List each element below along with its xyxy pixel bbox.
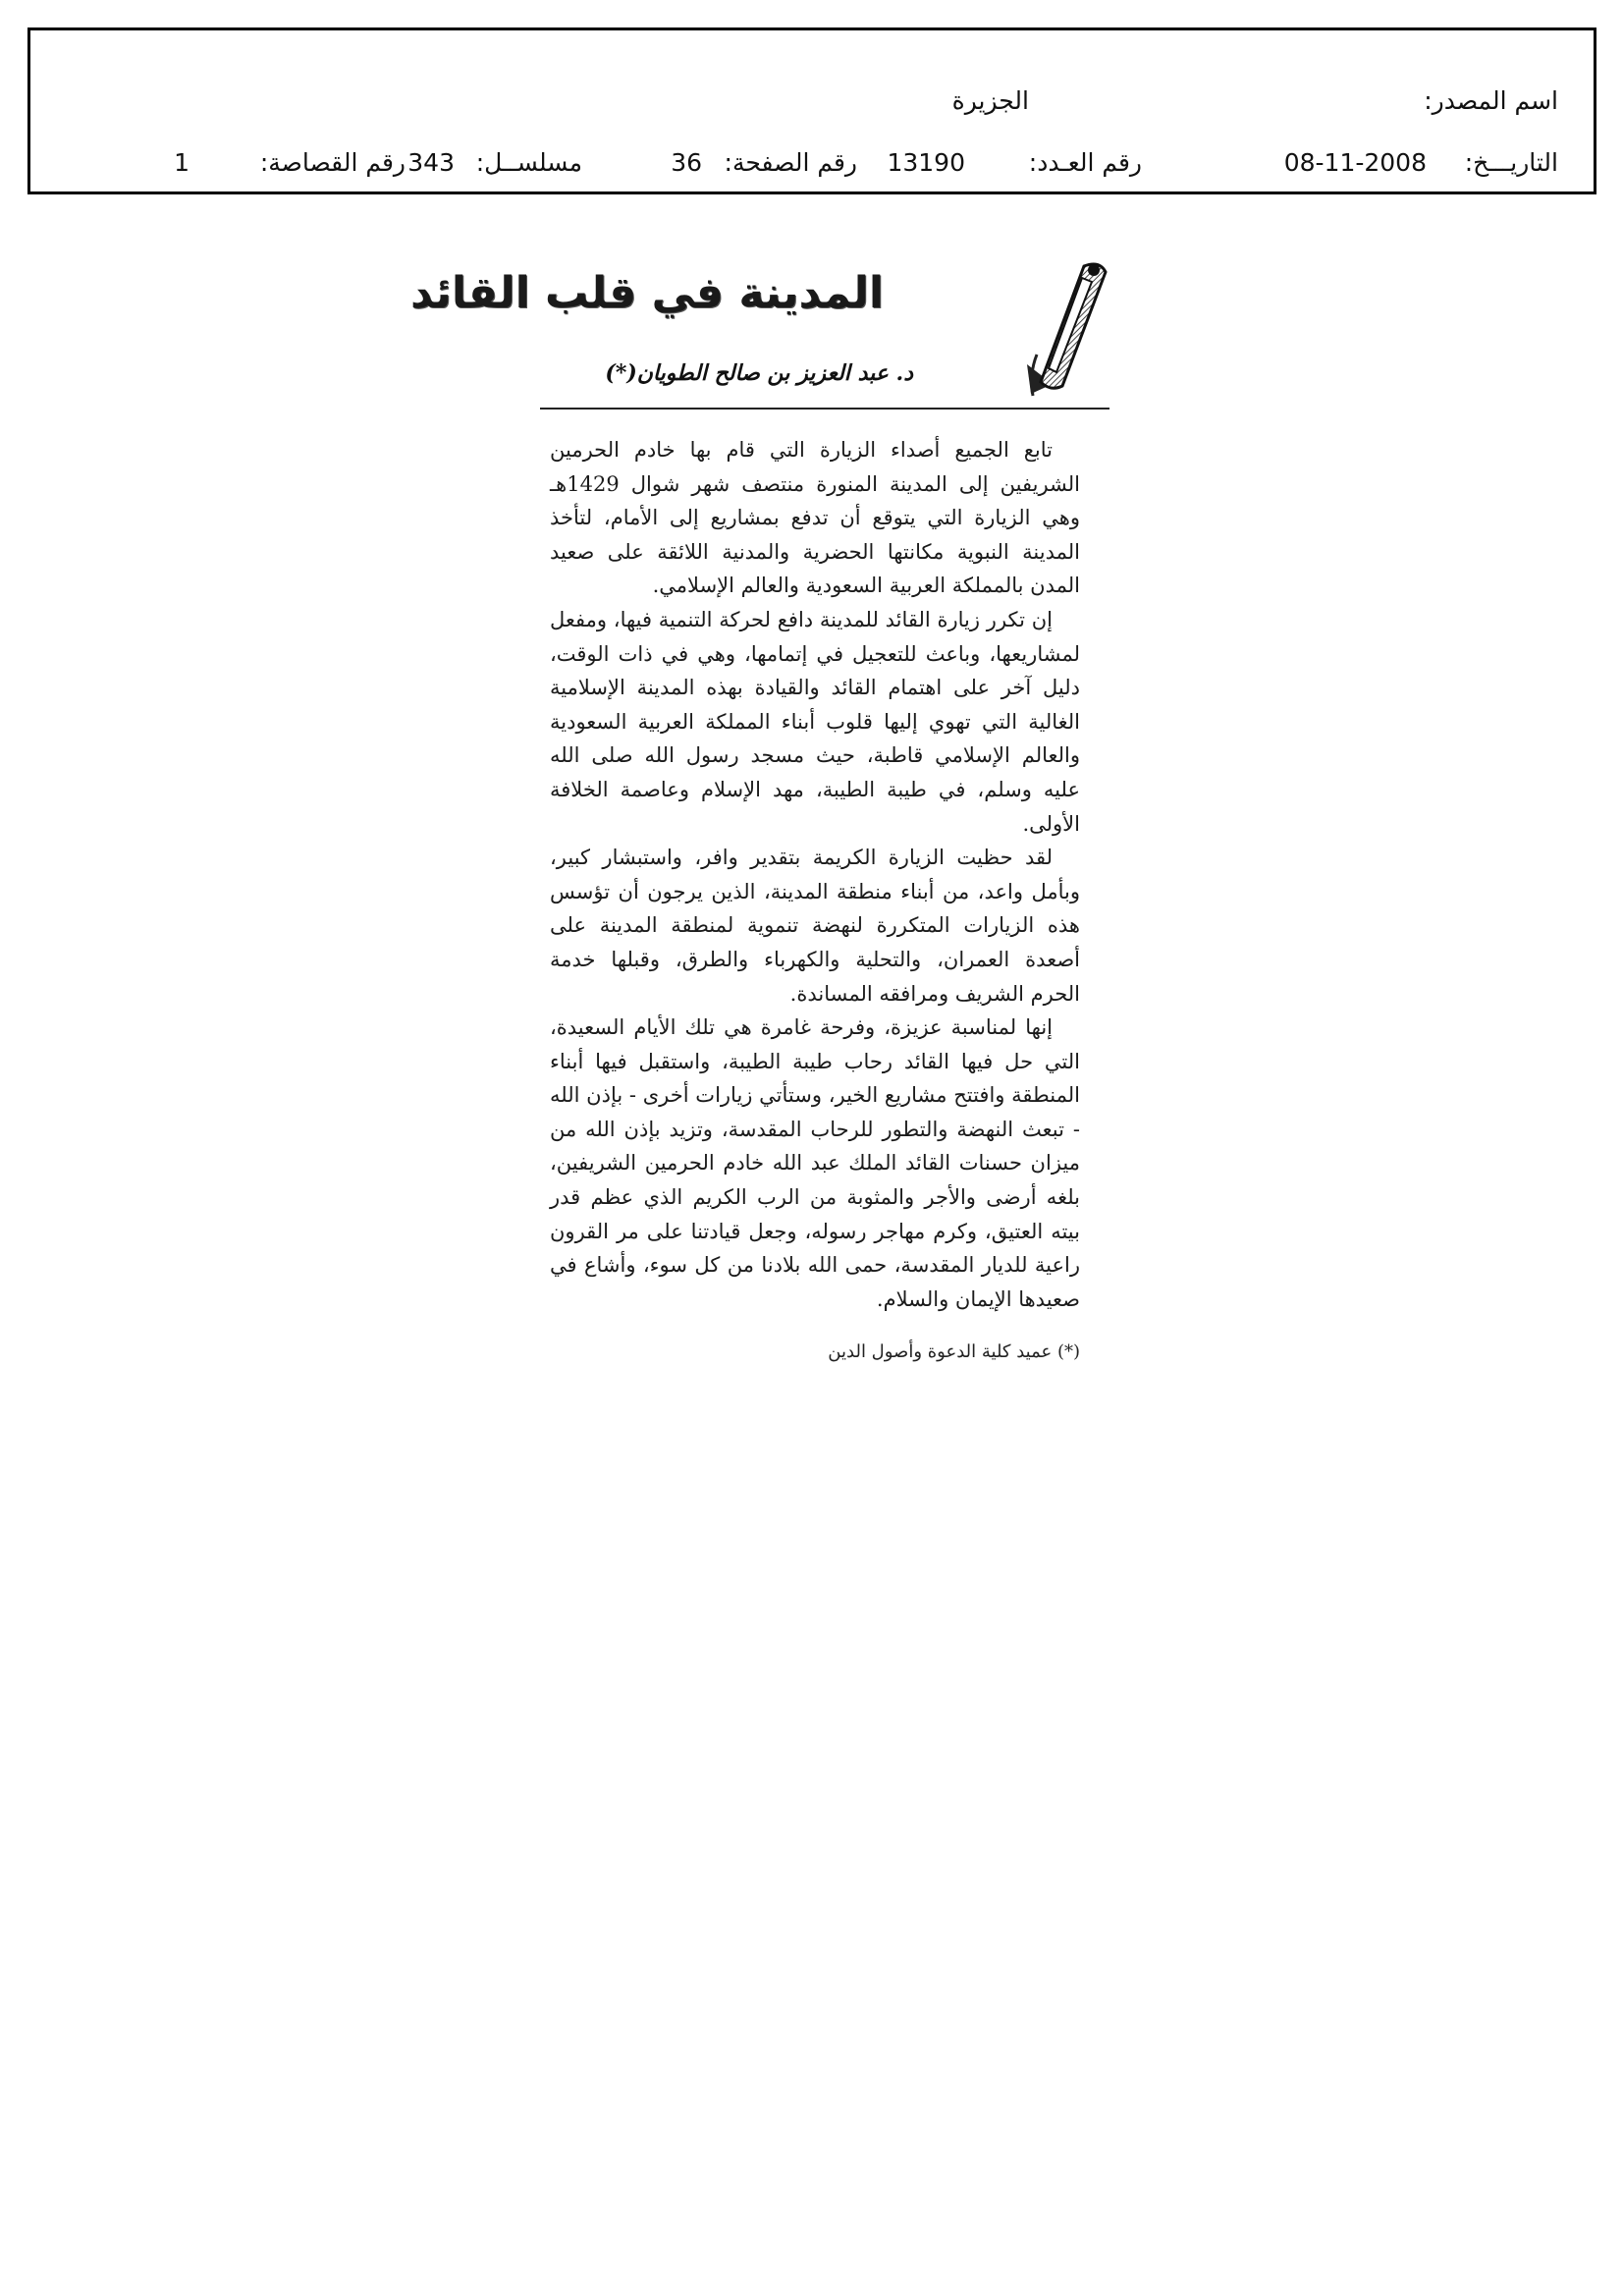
article-paragraph: إن تكرر زيارة القائد للمدينة دافع لحركة التنمية فيها، ومفعل لمشاريعها، وباعث للتعجيل في إتمامها، وهي في ذات الوقت، دليل آخر على اهتمام القائد والقيادة بهذه المدينة الإسلامية الغالية التي تهوي إليها قلوب أبناء المملكة العربية السعودية والعالم الإسلامي قاطبة، حيث مسجد رسول الله صلى الله عليه وسلم، في طيبة الطيبة، مهد الإسلام وعاصمة الخلافة الأولى. — [550, 607, 1080, 836]
serial-value: 343 — [407, 148, 455, 177]
article-body — [550, 433, 1080, 1316]
article-headline: المدينة في قلب القائد — [409, 268, 884, 318]
article — [409, 250, 1080, 1363]
page-label: رقم الصفحة: — [724, 148, 857, 177]
source-label: اسم المصدر: — [1424, 86, 1558, 115]
source-value: الجزيرة — [951, 86, 1029, 115]
article-paragraph: تابع الجميع أصداء الزيارة التي قام بها خادم الحرمين الشريفين إلى المدينة المنورة منتصف شهر شوال 1429هـ وهي الزيارة التي يتوقع أن تدفع بمشاريع إلى الأمام، لتأخذ المدينة النبوية مكانتها الحضرية والمدنية اللائقة على صعيد المدن بالمملكة العربية السعودية والعالم الإسلامي. — [550, 438, 1080, 598]
article-paragraph: لقد حظيت الزيارة الكريمة بتقدير وافر، واستبشار كبير، وبأمل واعد، من أبناء منطقة المدينة، الذين يرجون أن تؤسس هذه الزيارات المتكررة لنهضة تنموية لمنطقة المدينة على أصعدة العمران، والتحلية والكهرباء والطرق، وقبلها خدمة الحرم الشريف ومرافقه المساندة. — [550, 846, 1080, 1006]
article-header — [409, 250, 1109, 410]
date-label: التاريـــخ: — [1464, 148, 1558, 177]
clip-label: رقم القصاصة: — [259, 148, 406, 177]
pen-icon — [1023, 256, 1109, 404]
page-value: 36 — [671, 148, 702, 177]
metadata-row-source — [30, 82, 1594, 121]
date-value: 08-11-2008 — [1283, 148, 1427, 177]
issue-value: 13190 — [887, 148, 965, 177]
article-paragraph: إنها لمناسبة عزيزة، وفرحة غامرة هي تلك الأيام السعيدة، التي حل فيها القائد رحاب طيبة الطيبة، واستقبل فيها أبناء المنطقة وافتتح مشاريع الخير، وستأتي زيارات أخرى - بإذن الله - تبعث النهضة والتطور للرحاب المقدسة، وتزيد بإذن الله من ميزان حسنات القائد الملك عبد الله خادم الحرمين الشريفين، بلغه أرضى والأجر والمثوبة من الرب الكريم الذي عظم قدر بيته العتيق، وكرم مهاجر رسوله، وجعل قيادتنا على مر القرون راعية للديار المقدسة، حمى الله بلادنا من كل سوء، وأشاع في صعيدها الإيمان والسلام. — [550, 1015, 1080, 1311]
serial-label: مسلســل: — [475, 148, 582, 177]
article-footnote: (*) عميد كلية الدعوة وأصول الدين — [828, 1341, 1080, 1363]
article-byline: د. عبد العزيز بن صالح الطويان(*) — [605, 360, 913, 386]
metadata-row-details — [30, 143, 1594, 183]
issue-label: رقم العـدد: — [1028, 148, 1142, 177]
clipping-metadata-box — [27, 27, 1596, 194]
clip-value: 1 — [174, 148, 189, 177]
